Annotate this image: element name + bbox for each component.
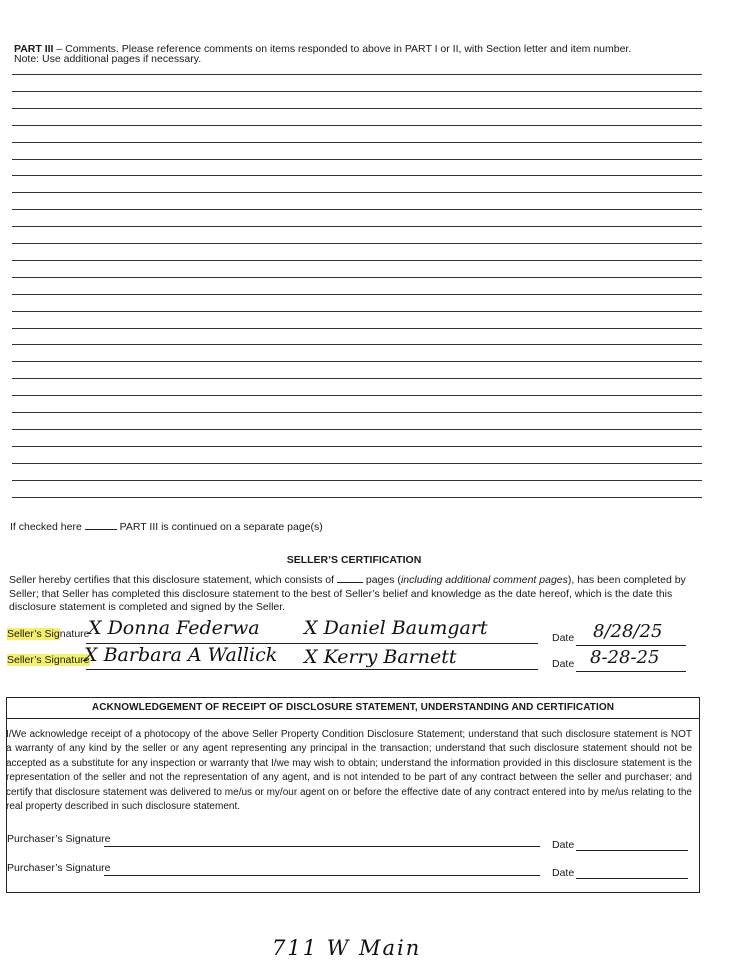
continued-checkbox-blank[interactable] — [85, 519, 117, 530]
comment-line[interactable] — [12, 226, 702, 227]
purchaser-signature-label-2: Purchaser’s Signature — [7, 862, 111, 874]
pages-count-blank[interactable] — [337, 573, 363, 583]
comment-line[interactable] — [12, 463, 702, 464]
seller-cert-title: SELLER’S CERTIFICATION — [286, 554, 422, 566]
comment-line[interactable] — [12, 480, 702, 481]
seller-label-highlight-2: Seller’s Signature — [7, 654, 90, 666]
comment-line[interactable] — [12, 294, 702, 295]
purchaser-date-line-1[interactable] — [576, 850, 688, 851]
purchaser-date-label-1: Date — [552, 839, 575, 851]
purchaser-signature-line-1[interactable] — [104, 846, 540, 847]
seller-signature-2b: X Kerry Barnett — [304, 646, 457, 668]
seller-signature-1a: X Donna Federwa — [88, 617, 260, 639]
seller-cert-body — [9, 573, 701, 615]
comment-line[interactable] — [12, 497, 702, 498]
ack-body: I/We acknowledge receipt of a photocopy of the above Seller Property Condition Disclosure Statement; understand that such disclosure statement is NOT a warranty of any kind by the seller or any agent representing any principal in the transaction; understand that such disclosure statement should not be accepted as a substitute for any inspection or warranty that I/we may wish to obtain; understand the information provided in this disclosure statement is the representation of the seller and not the representation of any agent, and is not intended to be part of any contract between the seller and purchaser; and certify that disclosure statement was delivered to me/us or my/our agent on or before the effective date of any contract entered into by me/us relating to the real property described in such disclosure statement. — [6, 729, 692, 813]
seller-signature-1b: X Daniel Baumgart — [304, 617, 488, 639]
seller-date-line-2[interactable] — [576, 671, 686, 672]
comment-line[interactable] — [12, 91, 702, 92]
comment-line[interactable] — [12, 74, 702, 75]
comment-line[interactable] — [12, 412, 702, 413]
cert-body-part2: pages ( — [365, 574, 401, 586]
seller-signature-line-2[interactable] — [86, 669, 538, 670]
comment-line[interactable] — [12, 192, 702, 193]
continued-suffix: PART III is continued on a separate page(s) — [119, 521, 323, 533]
comment-line[interactable] — [12, 344, 702, 345]
continued-prefix: If checked here — [10, 521, 82, 533]
comment-line[interactable] — [12, 277, 702, 278]
seller-signature-label-1 — [7, 627, 90, 641]
comment-line[interactable] — [12, 125, 702, 126]
continued-note — [10, 519, 323, 534]
comment-line[interactable] — [12, 260, 702, 261]
seller-date-line-1[interactable] — [576, 645, 686, 646]
seller-label-highlight-1: Seller’s Sig — [7, 628, 60, 640]
comment-line[interactable] — [12, 446, 702, 447]
comment-line[interactable] — [12, 142, 702, 143]
comment-line[interactable] — [12, 378, 702, 379]
comment-line[interactable] — [12, 361, 702, 362]
cert-body-italic: including additional comment pages — [400, 574, 568, 586]
comment-line[interactable] — [12, 429, 702, 430]
comment-line[interactable] — [12, 395, 702, 396]
purchaser-signature-line-2[interactable] — [104, 875, 540, 876]
comment-line[interactable] — [12, 209, 702, 210]
seller-date-value-1: 8/28/25 — [593, 621, 663, 642]
purchaser-date-label-2: Date — [552, 867, 575, 879]
part3-heading-bold: PART III — [14, 43, 54, 55]
comment-line[interactable] — [12, 108, 702, 109]
comment-line[interactable] — [12, 243, 702, 244]
comment-line[interactable] — [12, 175, 702, 176]
seller-label-rest-1: nature — [59, 628, 90, 640]
comment-line[interactable] — [12, 328, 702, 329]
seller-date-value-2: 8-28-25 — [590, 647, 660, 668]
comment-line[interactable] — [12, 159, 702, 160]
purchaser-date-line-2[interactable] — [576, 878, 688, 879]
handwritten-address: 711 W Main — [272, 936, 422, 960]
seller-date-label-2: Date — [552, 658, 575, 670]
seller-signature-2a: X Barbara A Wallick — [84, 644, 278, 666]
comment-lines[interactable] — [12, 74, 702, 514]
purchaser-signature-label-1: Purchaser’s Signature — [7, 833, 111, 845]
ack-title-divider — [7, 718, 699, 719]
cert-body-part3: ), has been completed by Seller; that Seller has completed this disclosure statement to the best of Seller’s belief and knowledge as the date hereof, which is the date this disclosure statement is completed and signed by the Seller. — [9, 574, 686, 613]
ack-title: ACKNOWLEDGEMENT OF RECEIPT OF DISCLOSURE STATEMENT, UNDERSTANDING AND CERTIFICATION — [91, 702, 615, 713]
seller-date-label-1: Date — [552, 632, 575, 644]
cert-body-part1: Seller hereby certifies that this disclosure statement, which consists of — [9, 574, 335, 586]
part3-note: Note: Use additional pages if necessary. — [14, 53, 202, 65]
part3-heading-text: – Comments. Please reference comments on items responded to above in PART I or II, with Section letter and item number. — [53, 43, 632, 55]
seller-signature-label-2 — [7, 653, 90, 667]
comment-line[interactable] — [12, 311, 702, 312]
